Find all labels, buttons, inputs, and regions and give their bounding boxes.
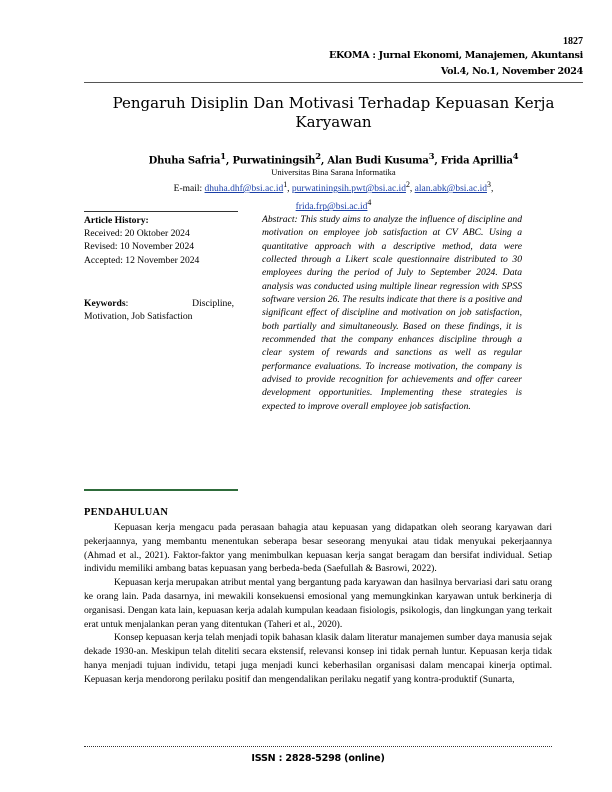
author-name: Alan Budi Kusuma <box>327 155 429 167</box>
author-sup: 4 <box>512 151 519 161</box>
abstract-text: Abstract: This study aims to analyze the influence of discipline and motivation on employee job satisfaction at CV ABC. Using a quantitative approach with a descriptive method, data were collected through a Likert scale questionnaire distributed to 30 employees during the period of July to September 2024. Data analysis was conducted using multiple linear regression with SPSS software version 26. The results indicate that there is a positive and significant effect of discipline and motivation on job satisfaction, both partially and simultaneously. Based on these findings, it is recommended that the company enhances discipline through a clear system of rewards and sanctions as well as regular performance evaluations. To increase motivation, the company is advised to provide recognition for achievements and offer career development opportunities. Implementing these strategies is expected to improve overall employee job satisfaction. <box>262 214 522 412</box>
author-sup: 2 <box>315 151 321 161</box>
keywords-label: Keywords <box>84 298 126 309</box>
page-number: 1827 <box>563 36 583 47</box>
section-heading: PENDAHULUAN <box>84 507 169 518</box>
header-divider <box>84 82 583 83</box>
article-history-label: Article History: <box>84 215 149 226</box>
journal-volume: Vol.4, No.1, November 2024 <box>440 66 583 77</box>
revised-date: Revised: 10 November 2024 <box>84 241 195 252</box>
email-link[interactable]: dhuha.dhf@bsi.ac.id <box>204 184 284 195</box>
affiliation: Universitas Bina Sarana Informatika <box>271 167 396 177</box>
issn: ISSN : 2828-5298 (online) <box>251 753 385 764</box>
author-separator: , <box>320 155 328 167</box>
info-box-top-rule <box>84 211 238 212</box>
author-separator: , <box>434 155 441 167</box>
email-separator: , <box>409 184 415 195</box>
footer-divider <box>84 746 552 747</box>
keywords-rest: Motivation, Job Satisfaction <box>84 311 193 322</box>
email-sup: 4 <box>367 198 372 208</box>
author-name: Dhuha Safria <box>148 155 221 167</box>
author-list <box>84 151 583 166</box>
email-separator: , <box>287 184 292 195</box>
email-sup: 3 <box>486 180 491 189</box>
email-block <box>84 178 583 214</box>
journal-name: EKOMA : Jurnal Ekonomi, Manajemen, Akuntansi <box>328 50 583 61</box>
author-sup: 3 <box>428 151 435 161</box>
author-sup: 1 <box>220 151 226 161</box>
keywords-line <box>84 297 234 311</box>
received-date: Received: 20 Oktober 2024 <box>84 228 190 239</box>
author-name: Purwatiningsih <box>232 155 316 167</box>
body-text <box>84 521 552 687</box>
accepted-date: Accepted: 12 November 2024 <box>84 255 200 266</box>
author-name: Frida Aprillia <box>440 155 513 167</box>
author-separator: , <box>225 155 233 167</box>
email-sup: 1 <box>283 180 288 189</box>
email-prefix: E-mail: <box>173 184 205 195</box>
keywords-first: : Discipline, <box>125 298 234 309</box>
body-paragraph: Kepuasan kerja merupakan atribut mental yang bergantung pada karyawan dan hasilnya bervariasi dari satu orang ke orang lain. Pada dasarnya, ini mewakili konsekuensi emosional yang memungkinkan karyawan untuk berkinerja di organisasi. Dengan kata lain, kepuasan kerja adalah kumpulan keadaan fisiologis, psikologis, dan lingkungan yang terkait erat untuk menjalankan peran yang ditentukan (Taheri et al., 2020). <box>84 577 552 630</box>
email-link[interactable]: alan.abk@bsi.ac.id <box>414 184 487 195</box>
email-separator: , <box>490 184 494 195</box>
body-paragraph: Kepuasan kerja mengacu pada perasaan bahagia atau kepuasan yang didapatkan oleh seorang karyawan dari pekerjaannya, yang membantu menentukan seberapa besar seseorang menyukai atau tidak menyukai pekerjaannya (Ahmad et al., 2021). Faktor-faktor yang menimbulkan kepuasan kerja sangat beragam dan bersifat individual. Setiap individu memiliki ambang batas kepuasan yang berbeda-beda (Saefullah & Basrowi, 2022). <box>84 522 552 575</box>
body-paragraph: Konsep kepuasan kerja telah menjadi topik bahasan klasik dalam literatur manajemen sumber daya manusia sejak dekade 1930-an. Meskipun telah diteliti secara ekstensif, relevansi konsep ini tidak pernah luntur. Kepuasan kerja tidak hanya menjadi tujuan individu, tetapi juga menjadi kunci keberhasilan organisasi dalam mencapai kinerja optimal. Kepuasan kerja mendorong perilaku positif dan mengendalikan perilaku negatif yang kontra-produktif (Sunarta, <box>84 632 552 685</box>
email-link[interactable]: purwatiningsih.pwt@bsi.ac.id <box>291 184 406 195</box>
info-box-bottom-rule <box>84 489 238 491</box>
article-title: Pengaruh Disiplin Dan Motivasi Terhadap Kepuasan Kerja Karyawan <box>112 94 555 131</box>
email-sup: 2 <box>405 180 410 189</box>
email-link[interactable]: frida.frp@bsi.ac.id <box>295 202 368 213</box>
